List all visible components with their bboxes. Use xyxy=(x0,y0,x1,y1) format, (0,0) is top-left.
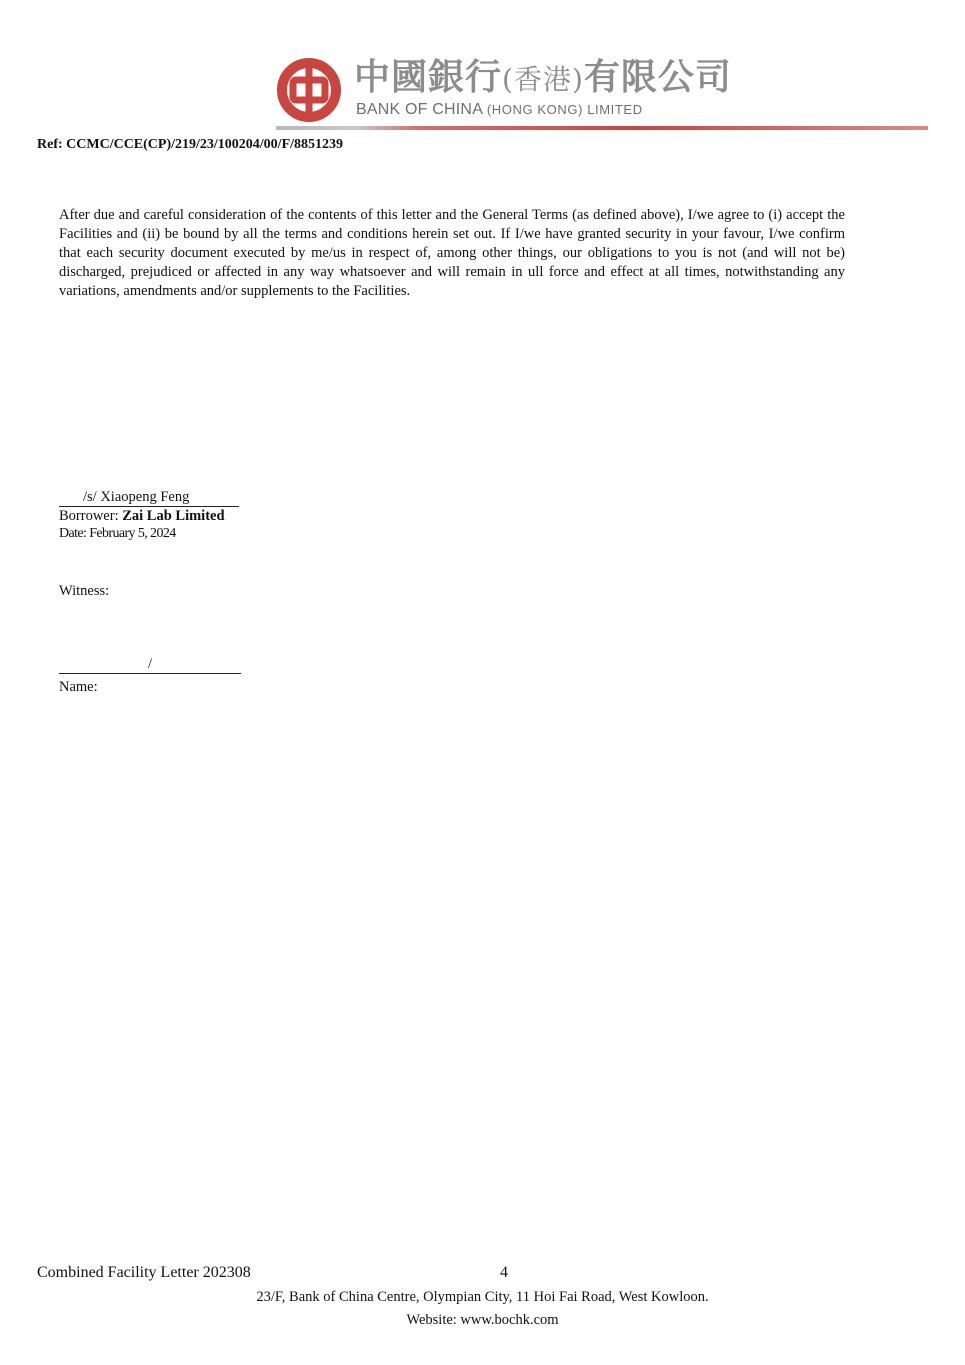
acceptance-paragraph: After due and careful consideration of the contents of this letter and the General Terms (as defined above), I/we agree to (i) accept the Facilities and (ii) be bound by all the terms and conditions herein set out. If I/we have granted security in your favour, I/we confirm that each security document executed by me/us in respect of, among other things, our obligations to you is not (and will not be) discharged, prejudiced or affected in any way whatsoever and will remain in ull force and effect at all times, notwithstanding any variations, amendments and/or supplements to the Facilities. xyxy=(59,207,845,299)
bank-name-english-sub: (HONG KONG) LIMITED xyxy=(486,102,643,117)
bank-name-chinese xyxy=(354,55,732,102)
footer-document-title: Combined Facility Letter 202308 xyxy=(37,1264,251,1281)
witness-line-separator: / xyxy=(147,656,153,672)
bank-name-chinese-suffix: 有限公司 xyxy=(583,56,732,98)
witness-signature-line xyxy=(59,656,241,674)
witness-name-label: Name: xyxy=(59,679,98,695)
bank-name-english-main: BANK OF CHINA xyxy=(356,101,483,118)
borrower-line xyxy=(59,507,225,525)
page-number: 4 xyxy=(500,1264,508,1281)
reference-number: Ref: CCMC/CCE(CP)/219/23/100204/00/F/8851239 xyxy=(37,137,344,152)
borrower-label: Borrower: xyxy=(59,508,123,524)
borrower-signature: /s/ Xiaopeng Feng xyxy=(83,489,190,505)
bank-of-china-logo-icon xyxy=(276,57,342,123)
letterhead-divider xyxy=(276,126,928,130)
borrower-name: Zai Lab Limited xyxy=(122,508,225,524)
witness-label: Witness: xyxy=(59,583,110,599)
bank-name-chinese-region: (香港) xyxy=(502,63,584,96)
borrower-signature-line xyxy=(59,488,239,507)
footer-website: Website: www.bochk.com xyxy=(406,1312,559,1328)
bank-name-english xyxy=(356,101,643,119)
signature-date: Date: February 5, 2024 xyxy=(59,526,176,541)
bank-name-chinese-main: 中國銀行 xyxy=(354,56,503,98)
footer-address: 23/F, Bank of China Centre, Olympian City, 11 Hoi Fai Road, West Kowloon. xyxy=(256,1289,709,1305)
